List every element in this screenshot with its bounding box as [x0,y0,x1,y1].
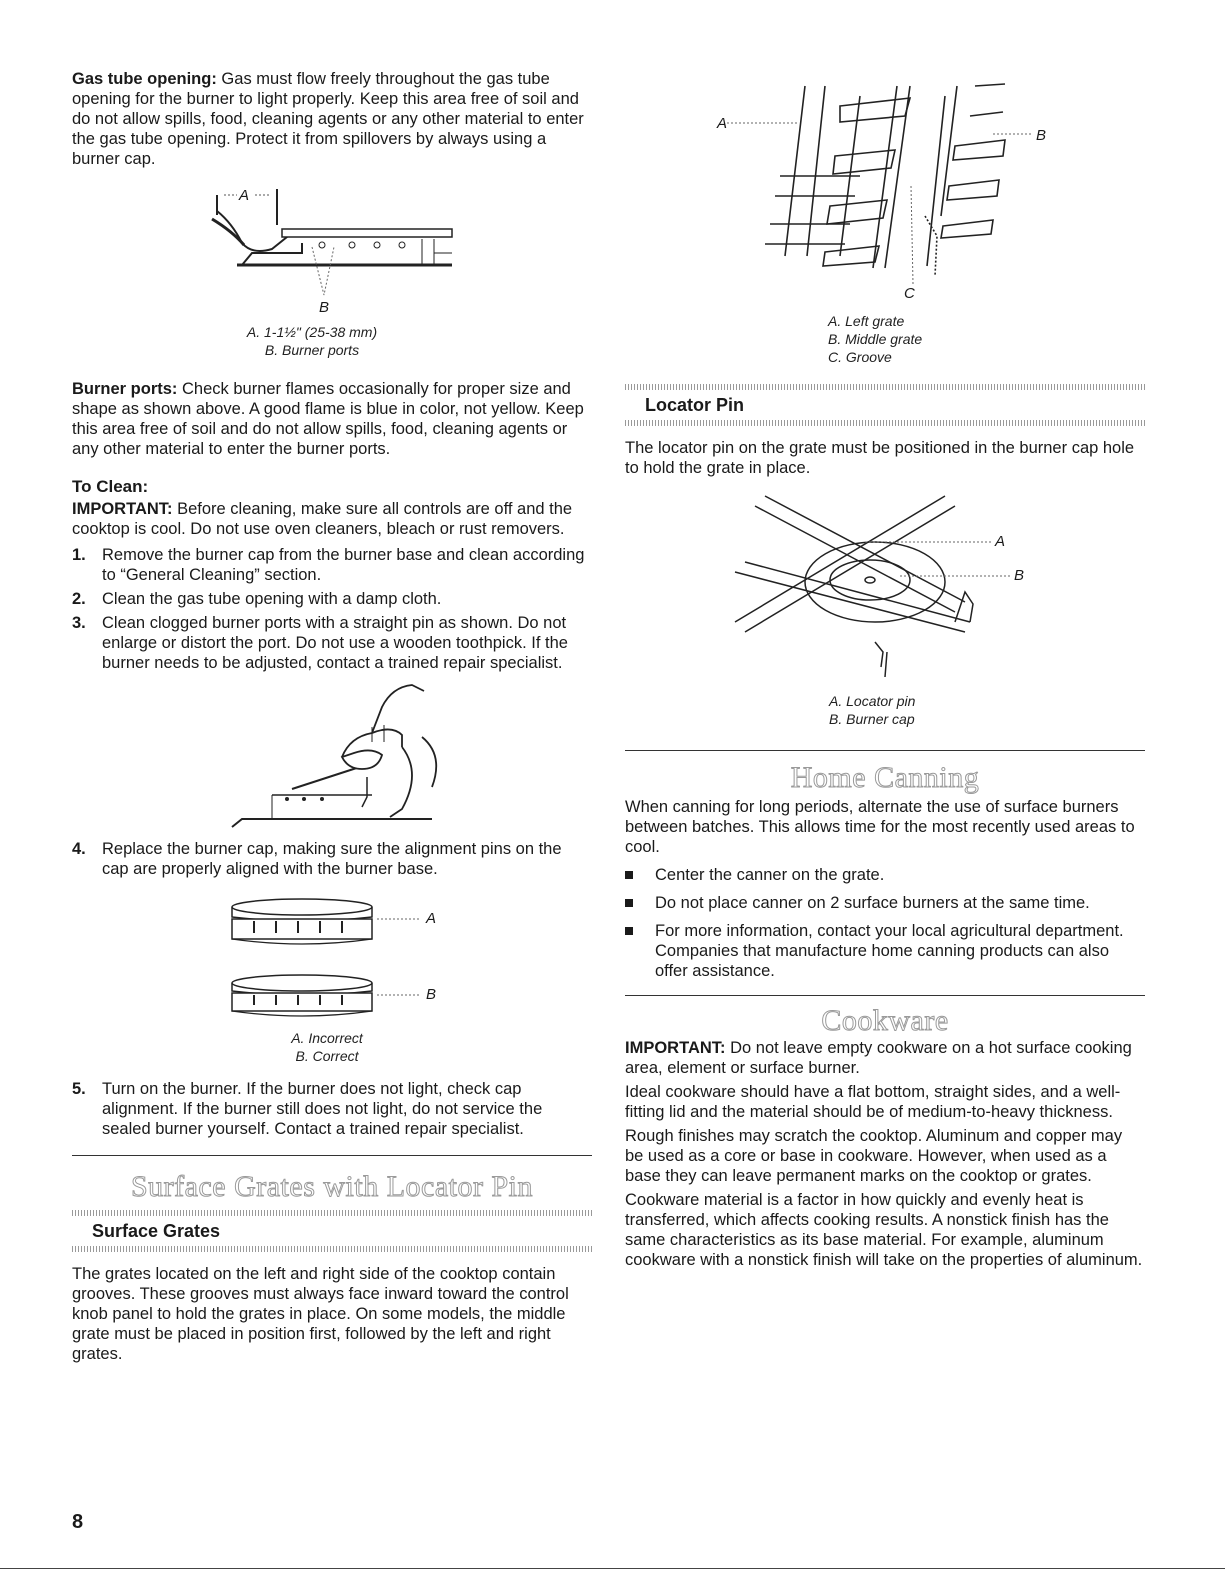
grates-illustration [625,76,1145,304]
fig3-caption-b: B. Correct [295,1048,359,1064]
right-column [625,0,1145,1270]
grates-caption-c: C. Groove [828,349,892,365]
page-number: 8 [72,1511,84,1533]
cookware-paragraph-1: Ideal cookware should have a flat bottom, straight sides, and a well-fitting lid and the material should be of medium-to-heavy thickness. [625,1083,1121,1121]
left-column [72,0,592,1364]
clean-steps-list-c [72,1079,592,1139]
clean-step-5: 5. Turn on the burner. If the burner does not light, check cap alignment. If the burner still does not light, do not service the sealed burner yourself. Contact a trained repair specialist. [72,1080,543,1138]
burner-port-figure [72,183,592,316]
correct-cap [232,975,420,1016]
incorrect-cap [232,899,420,944]
gas-tube-label: Gas tube opening: [72,70,217,88]
locator-pin-text: The locator pin on the grate must be positioned in the burner cap hole to hold the grate in place. [625,439,1135,477]
grates-hatch-top [72,1210,592,1216]
to-clean-important-text: Before cleaning, make sure all controls are off and the cooktop is cool. Do not use oven cleaners, bleach or rust removers. [72,500,573,538]
gas-tube-text: Gas must flow freely throughout the gas tube opening for the burner to light properly. Keep this area free of soil and do not allow spills, food, cleaning agents or any other material to enter the gas tube opening. Protect it from spillovers by always using a burner cap. [72,70,584,168]
grates-caption [828,312,1145,366]
home-canning-rule [625,750,1145,751]
home-canning-title: Home Canning [790,761,980,794]
grates-figure [625,76,1145,304]
grates-caption-b: B. Middle grate [828,331,923,347]
to-clean-important-label: IMPORTANT: [72,500,173,518]
canning-bullet-2: Do not place canner on 2 surface burners at the same time. [625,893,1145,913]
pin-caption-a: A. Locator pin [829,693,916,709]
clean-step-4: 4. Replace the burner cap, making sure the alignment pins on the cap are properly aligned with the burner base. [72,840,562,878]
fig3-label-b: B [426,986,437,1003]
grates-section-title: Surface Grates with Locator Pin [130,1170,534,1203]
locator-pin-figure [625,492,1145,684]
pin-cleaning-figure [72,677,592,837]
grates-label-c: C [904,285,915,302]
pin-caption-b: B. Burner cap [829,711,915,727]
burner-port-illustration [72,183,592,313]
to-clean-heading: To Clean: [72,477,149,496]
grates-hatch-bottom [72,1246,592,1252]
locator-pin-illustration [625,492,1145,684]
cookware-title: Cookware [821,1004,949,1037]
pin-label-b: B [1014,567,1025,584]
pin-label-a: A [995,533,1006,550]
grates-label-b: B [1036,127,1047,144]
fig3-caption-a: A. Incorrect [291,1030,363,1046]
clean-step-1: 1. Remove the burner cap from the burner base and clean according to “General Cleaning” section. [72,546,585,584]
burner-port-caption [32,323,592,359]
canning-bullet-1: Center the canner on the grate. [625,865,1145,885]
cookware-paragraph-2: Rough finishes may scratch the cooktop. Aluminum and copper may be used as a core or base in cookware. However, when used as a base they can leave permanent marks on the cooktop or grates. [625,1127,1123,1185]
pin-cleaning-illustration [72,677,592,837]
cap-alignment-figure [72,895,592,1045]
locator-hatch-top [625,384,1145,390]
fig1-caption-b: B. Burner ports [264,342,360,358]
burner-ports-paragraph [72,379,592,459]
home-canning-bullets [625,865,1145,981]
bottom-edge-rule [0,1568,1225,1569]
grates-caption-a: A. Left grate [828,313,905,329]
fig1-label-a: A [239,187,250,204]
cap-alignment-illustration [72,895,592,1045]
clean-step-2: 2. Clean the gas tube opening with a damp cloth. [72,590,442,608]
gas-tube-paragraph [72,69,592,169]
grates-label-a: A [717,115,728,132]
burner-ports-text: Check burner flames occasionally for proper size and shape as shown above. A good flame is blue in color, not yellow. Keep this area free of soil and do not allow spills, food, cleaning agents or any other material to enter the burner ports. [72,380,584,458]
clean-steps-list-a [72,545,592,673]
cookware-paragraph-3: Cookware material is a factor in how quickly and evenly heat is transferred, which affects cooking results. A nonstick finish has the same characteristics as its base material. For example, aluminum cookware with a nonstick finish will take on the properties of aluminum. [625,1191,1143,1269]
fig1-caption-a: A. 1-1½" (25-38 mm) [246,324,378,340]
locator-hatch-bottom [625,420,1145,426]
fig1-label-b: B [319,299,330,316]
to-clean-important [72,499,592,539]
cookware-important-text: Do not leave empty cookware on a hot surface cooking area, element or surface burner. [625,1039,1132,1077]
locator-pin-caption [829,692,1145,728]
canning-bullet-3: For more information, contact your local agricultural department. Companies that manufacture home canning products can also offer assistance. [625,921,1145,981]
burner-ports-label: Burner ports: [72,380,178,398]
home-canning-text: When canning for long periods, alternate the use of surface burners between batches. This allows time for the most recently used areas to cool. [625,798,1135,856]
cookware-important-label: IMPORTANT: [625,1039,726,1057]
surface-grates-subtitle: Surface Grates [92,1221,221,1241]
cookware-important [625,1038,1145,1078]
locator-pin-subtitle: Locator Pin [645,395,745,415]
grates-section-rule [72,1155,592,1156]
clean-step-3: 3. Clean clogged burner ports with a straight pin as shown. Do not enlarge or distort the port. Do not use a wooden toothpick. If the burner needs to be adjusted, contact a trained repair specialist. [72,614,568,672]
cookware-rule [625,995,1145,996]
surface-grates-text: The grates located on the left and right side of the cooktop contain grooves. These grooves must always face inward toward the control knob panel to hold the grates in place. On some models, the middle grate must be placed in position first, followed by the left and right grates. [72,1265,569,1363]
clean-steps-list-b [72,839,592,879]
fig3-label-a: A [426,910,437,927]
